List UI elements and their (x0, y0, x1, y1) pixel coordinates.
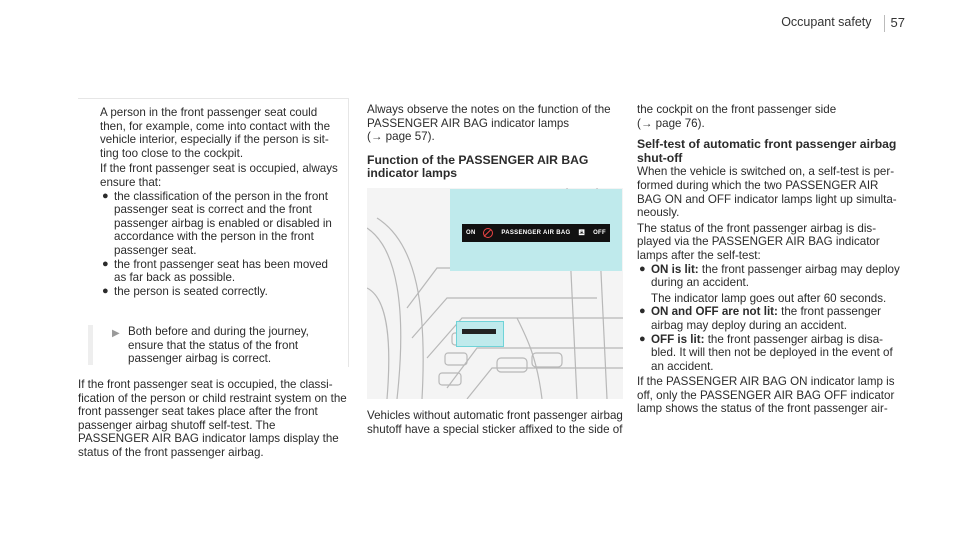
note-bar (88, 325, 93, 365)
column-2-text (367, 103, 623, 181)
figure-caption (367, 409, 623, 436)
sticker-location-marker (456, 321, 504, 347)
section-title: Occupant safety (781, 15, 872, 29)
paragraph: The status of the front passenger airbag is dis-played via the PASSENGER AIR BAG indicator lamps after the self-test: (637, 221, 880, 262)
page-reference: (→ page 76). (637, 116, 705, 130)
column-1-text (78, 378, 348, 460)
list-subtext: The indicator lamp goes out after 60 seconds. (651, 291, 887, 305)
sticker-text: PASSENGER AIR BAG (501, 230, 571, 236)
paragraph: Always observe the notes on the function of the PASSENGER AIR BAG indicator lamps (367, 103, 611, 130)
bullet-icon: ● (639, 332, 646, 345)
paragraph: the cockpit on the front passenger side (637, 103, 837, 116)
page-reference: (→ page 57). (367, 130, 435, 144)
list-item: ● the person is seated correctly. (102, 284, 268, 298)
list-item: ● the front passenger seat has been moved as far back as possible. (102, 257, 328, 285)
running-header (781, 15, 905, 32)
sticker-on: ON (466, 230, 476, 236)
seat-icon: ⛾ (578, 228, 586, 237)
page-number: 57 (890, 15, 905, 30)
column-3-text (637, 103, 905, 416)
bullet-icon: ● (102, 284, 109, 297)
caption: Vehicles without automatic front passenger airbag shutoff have a special sticker affixed to the side of (367, 409, 623, 436)
airbag-off-icon (483, 228, 493, 238)
play-arrow-icon: ▶ (112, 328, 120, 339)
note-text: Both before and during the journey, ensure that the status of the front passenger airbag is correct. (128, 325, 309, 366)
section-heading: Function of the PASSENGER AIR BAG indicator lamps (367, 152, 589, 181)
box-paragraph: If the front passenger seat is occupied, always ensure that: (100, 162, 338, 189)
list-item: ● ON and OFF are not lit: the front passenger airbag may deploy during an accident. (639, 305, 882, 332)
section-heading: Self-test of automatic front passenger airbag shut-off (637, 137, 897, 165)
passenger-airbag-sticker (462, 224, 610, 242)
warning-box (78, 98, 349, 367)
list-item: ● the classification of the person in the front passenger seat is correct and the front passenger airbag is enabled or disabled in accordance with the person in the front passenger seat. (102, 189, 332, 257)
paragraph: If the front passenger seat is occupied, the classi-fication of the person or child restraint system on the front passenger seat takes place after the front passenger airbag shutoff self-test. The PASSENGER AIR BAG indicator lamps display the status of the front passenger airbag. (78, 378, 347, 459)
list-item: ● OFF is lit: the front passenger airbag is disa-bled. It will then not be deployed in the event of an accident. (639, 332, 893, 373)
sticker-location-strip (462, 329, 496, 334)
bullet-icon: ● (639, 305, 646, 318)
box-paragraph: A person in the front passenger seat could then, for example, come into contact with the vehicle interior, especially if the person is sit-ting too close to the cockpit. (100, 106, 331, 160)
paragraph: If the PASSENGER AIR BAG ON indicator lamp is off, only the PASSENGER AIR BAG OFF indicator lamp shows the status of the front passenger air- (637, 375, 895, 416)
bullet-icon: ● (102, 257, 109, 270)
header-divider (884, 15, 885, 32)
bullet-icon: ● (639, 262, 646, 275)
paragraph: When the vehicle is switched on, a self-test is per-formed during which the two PASSENGER AIR BAG ON and OFF indicator lamps light up simulta-neously. (637, 165, 897, 220)
list-item: ● ON is lit: the front passenger airbag may deploy during an accident. (639, 262, 900, 290)
sticker-off: OFF (593, 230, 606, 236)
bullet-icon: ● (102, 189, 109, 202)
